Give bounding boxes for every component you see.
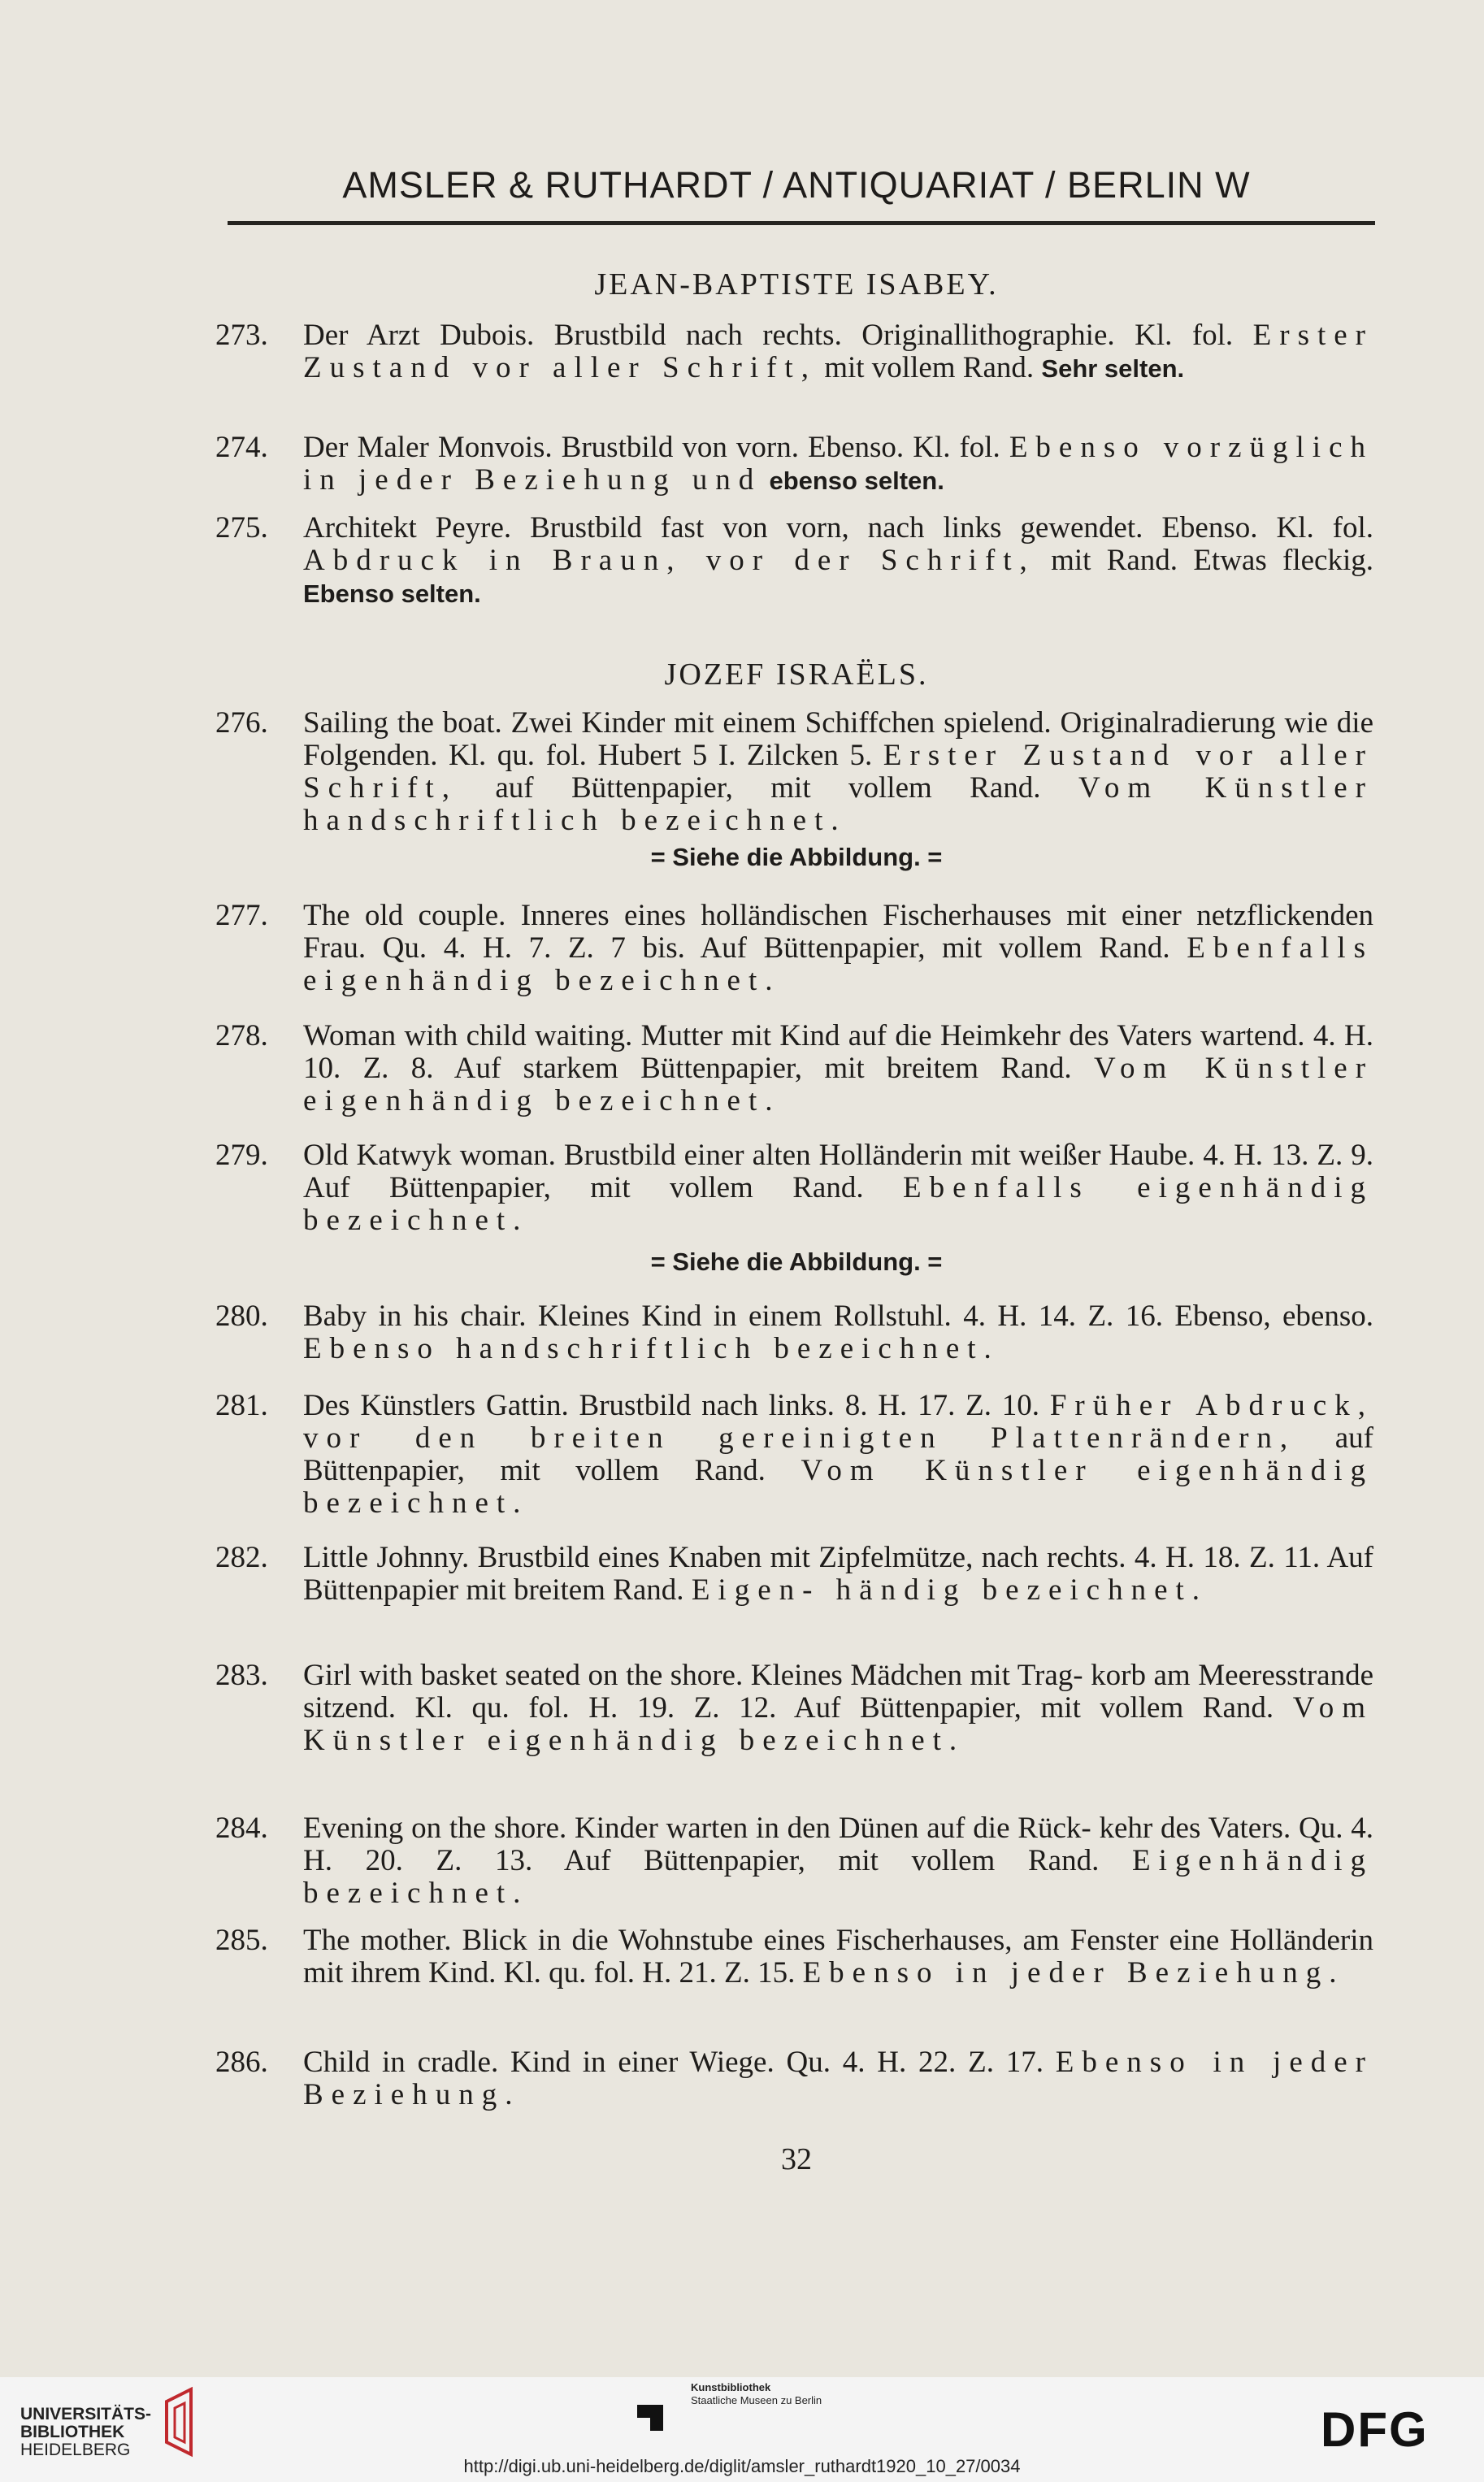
entry-number: 281. <box>215 1389 268 1422</box>
entry-text: Der Arzt Dubois. Brustbild nach rechts. Originallithographie. Kl. fol. Erster Zustand vor aller Schrift, mit vollem Rand. Sehr selten. <box>303 319 1373 384</box>
entry-text: Old Katwyk woman. Brustbild einer alten Holländerin mit weißer Haube. 4. H. 13. Z. 9. Auf Büttenpapier, mit vollem Rand. Ebenfalls eigenhändig bezeichnet. <box>303 1139 1373 1237</box>
ub-heidelberg-logo: UNIVERSITÄTS- BIBLIOTHEK HEIDELBERG <box>20 2405 152 2459</box>
section-title-israels: JOZEF ISRAËLS. <box>664 657 929 692</box>
catalog-entry-283 <box>215 1660 1373 1757</box>
entry-text: The old couple. Inneres eines holländischen Fischerhauses mit einer netzflickenden Frau. Qu. 4. H. 7. Z. 7 bis. Auf Büttenpapier, mit vollem Rand. Ebenfalls eigenhändig bezeichnet. <box>303 899 1373 997</box>
illustration-note: = Siehe die Abbildung. = <box>650 843 943 871</box>
entry-text: Sailing the boat. Zwei Kinder mit einem Schiffchen spielend. Originalradierung wie die Folgenden. Kl. qu. fol. Hubert 5 I. Zilcken 5. Erster Zustand vor aller Schrift, auf Büttenpapier, mit vollem Rand. Vom Künstler handschriftlich bezeichnet. <box>303 706 1374 837</box>
catalog-entry-286 <box>215 2046 1373 2111</box>
kunstbibliothek-logo: Kunstbibliothek Staatliche Museen zu Berlin <box>691 2381 822 2406</box>
catalog-entry-285 <box>215 1924 1373 1990</box>
dfg-logo: DFG <box>1321 2402 1429 2457</box>
entry-text: Architekt Peyre. Brustbild fast von vorn, nach links gewendet. Ebenso. Kl. fol. Abdruck in Braun, vor der Schrift, mit Rand. Etwas fleckig. Ebenso selten. <box>303 511 1374 608</box>
entry-text: Girl with basket seated on the shore. Kleines Mädchen mit Trag- korb am Meeresstrande sitzend. Kl. qu. fol. H. 19. Z. 12. Auf Büttenpapier, mit vollem Rand. Vom Künstler eigenhändig bezeichnet. <box>303 1659 1373 1757</box>
entry-number: 285. <box>215 1924 268 1957</box>
catalog-entry-274 <box>215 432 1373 497</box>
entry-text: Woman with child waiting. Mutter mit Kind auf die Heimkehr des Vaters wartend. 4. H. 10. Z. 8. Auf starkem Büttenpapier, mit breitem Rand. Vom Künstler eigenhändig bezeichnet. <box>303 1019 1374 1117</box>
entry-number: 282. <box>215 1541 268 1574</box>
catalog-entry-281 <box>215 1390 1373 1520</box>
entry-number: 286. <box>215 2046 268 2079</box>
catalog-entry-277 <box>215 900 1373 997</box>
entry-number: 279. <box>215 1139 268 1172</box>
entry-text: Little Johnny. Brustbild eines Knaben mit Zipfelmütze, nach rechts. 4. H. 18. Z. 11. Auf Büttenpapier mit breitem Rand. Eigen- händig bezeichnet. <box>303 1541 1373 1607</box>
page-number: 32 <box>781 2142 812 2176</box>
entry-number: 277. <box>215 899 268 932</box>
catalog-entry-273 <box>215 319 1373 385</box>
entry-text: Baby in his chair. Kleines Kind in einem Rollstuhl. 4. H. 14. Z. 16. Ebenso, ebenso. Ebenso handschriftlich bezeichnet. <box>303 1300 1373 1365</box>
catalog-entry-276 <box>215 707 1373 837</box>
entry-number: 273. <box>215 319 268 352</box>
entry-text: The mother. Blick in die Wohnstube eines Fischerhauses, am Fenster eine Holländerin mit ihrem Kind. Kl. qu. fol. H. 21. Z. 15. Ebenso in jeder Beziehung. <box>303 1924 1373 1990</box>
entry-number: 278. <box>215 1019 268 1052</box>
kunstbibliothek-icon <box>634 2402 666 2434</box>
catalog-entry-278 <box>215 1020 1373 1117</box>
source-url[interactable]: http://digi.ub.uni-heidelberg.de/diglit/amsler_ruthardt1920_10_27/0034 <box>463 2456 1021 2476</box>
ub-heidelberg-icon <box>158 2385 207 2462</box>
running-header: AMSLER & RUTHARDT / ANTIQUARIAT / BERLIN W <box>342 164 1251 206</box>
catalog-entry-280 <box>215 1300 1373 1365</box>
entry-number: 276. <box>215 706 268 740</box>
entry-text: Evening on the shore. Kinder warten in den Dünen auf die Rück- kehr des Vaters. Qu. 4. H. 20. Z. 13. Auf Büttenpapier, mit vollem Rand. Eigenhändig bezeichnet. <box>303 1812 1374 1910</box>
entry-number: 283. <box>215 1659 268 1692</box>
entry-number: 274. <box>215 431 268 464</box>
entry-text: Child in cradle. Kind in einer Wiege. Qu. 4. H. 22. Z. 17. Ebenso in jeder Beziehung. <box>303 2046 1374 2111</box>
entry-number: 280. <box>215 1300 268 1333</box>
header-rule <box>228 221 1375 225</box>
entry-text: Des Künstlers Gattin. Brustbild nach links. 8. H. 17. Z. 10. Früher Abdruck, vor den breiten gereinigten Plattenrändern, auf Büttenpapier, mit vollem Rand. Vom Künstler eigenhändig bezeichnet. <box>303 1389 1373 1520</box>
catalog-entry-284 <box>215 1812 1373 1910</box>
catalog-entry-282 <box>215 1542 1373 1607</box>
entry-number: 284. <box>215 1812 268 1845</box>
catalog-entry-275 <box>215 512 1373 610</box>
catalog-entry-279 <box>215 1139 1373 1237</box>
entry-number: 275. <box>215 511 268 545</box>
entry-text: Der Maler Monvois. Brustbild von vorn. Ebenso. Kl. fol. Ebenso vorzüglich in jeder Beziehung und ebenso selten. <box>303 431 1373 497</box>
illustration-note: = Siehe die Abbildung. = <box>650 1248 943 1276</box>
section-title-isabey: JEAN-BAPTISTE ISABEY. <box>594 267 999 302</box>
